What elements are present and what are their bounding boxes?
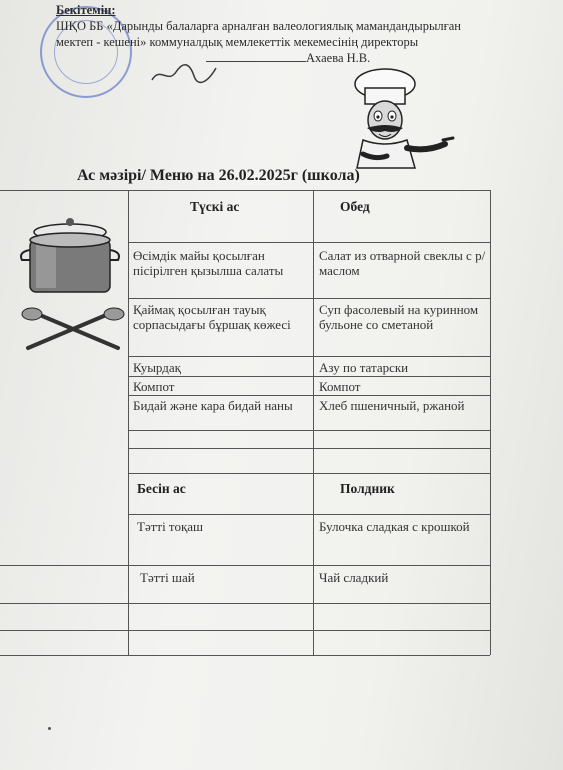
snack-item-kz: Тәтті тоқаш: [137, 519, 204, 534]
signatory-name: Ахаева Н.В.: [306, 51, 371, 65]
row-divider: [128, 473, 490, 474]
col-divider-mid: [313, 190, 314, 655]
lunch-item-kz: Компот: [133, 379, 175, 394]
row-divider: [128, 242, 490, 243]
snack-item-ru: Чай сладкий: [319, 570, 389, 585]
menu-title: Ас мәзірі/ Меню на 26.02.2025г (школа): [77, 167, 360, 184]
snack-header-kz: Бесін ас: [137, 481, 186, 496]
lunch-item-ru: Суп фасолевый на куринном бульоне со сметаной: [319, 302, 479, 332]
lunch-item-ru: Компот: [319, 379, 361, 394]
row-divider: [0, 565, 490, 566]
row-divider: [128, 430, 490, 431]
row-divider: [128, 356, 490, 357]
approval-heading: Бекітемін:: [56, 3, 116, 17]
lunch-item-kz: Өсімдік майы қосылған пісірілген қызылша салаты: [133, 248, 284, 278]
lunch-item-ru: Азу по татарски: [319, 360, 409, 375]
lunch-item-kz: Қаймақ қосылған тауық сорпасыдағы бұршақ көжесі: [133, 302, 291, 332]
row-divider: [128, 395, 490, 396]
snack-item-ru: Булочка сладкая с крошкой: [319, 519, 470, 534]
lunch-item-kz: Бидай және кара бидай наны: [133, 398, 293, 413]
approval-org-line: ШҚО ББ «Дарынды балаларға арналған валеологиялық мамандандырылған: [56, 19, 461, 33]
lunch-header-kz: Түскі ас: [190, 199, 240, 214]
table-top-border: [0, 190, 490, 191]
row-divider: [128, 298, 490, 299]
lunch-item-ru: Салат из отварной свеклы с р/маслом: [319, 248, 486, 278]
lunch-item-kz: Куырдақ: [133, 360, 181, 375]
row-divider: [0, 630, 490, 631]
col-divider-left: [128, 190, 129, 655]
row-divider: [0, 603, 490, 604]
row-divider: [128, 376, 490, 377]
lunch-header-ru: Обед: [340, 199, 370, 214]
col-divider-right: [490, 190, 491, 655]
lunch-item-ru: Хлеб пшеничный, ржаной: [319, 398, 465, 413]
snack-header-ru: Полдник: [340, 481, 395, 496]
approval-director-line: мектеп - кешені» коммуналдық мемлекеттік мекемесінің директоры: [56, 35, 419, 49]
snack-item-kz: Тәтті шай: [140, 570, 195, 585]
table-bottom-border: [0, 655, 490, 656]
row-divider: [128, 514, 490, 515]
page-speck: [48, 727, 51, 730]
row-divider: [128, 448, 490, 449]
